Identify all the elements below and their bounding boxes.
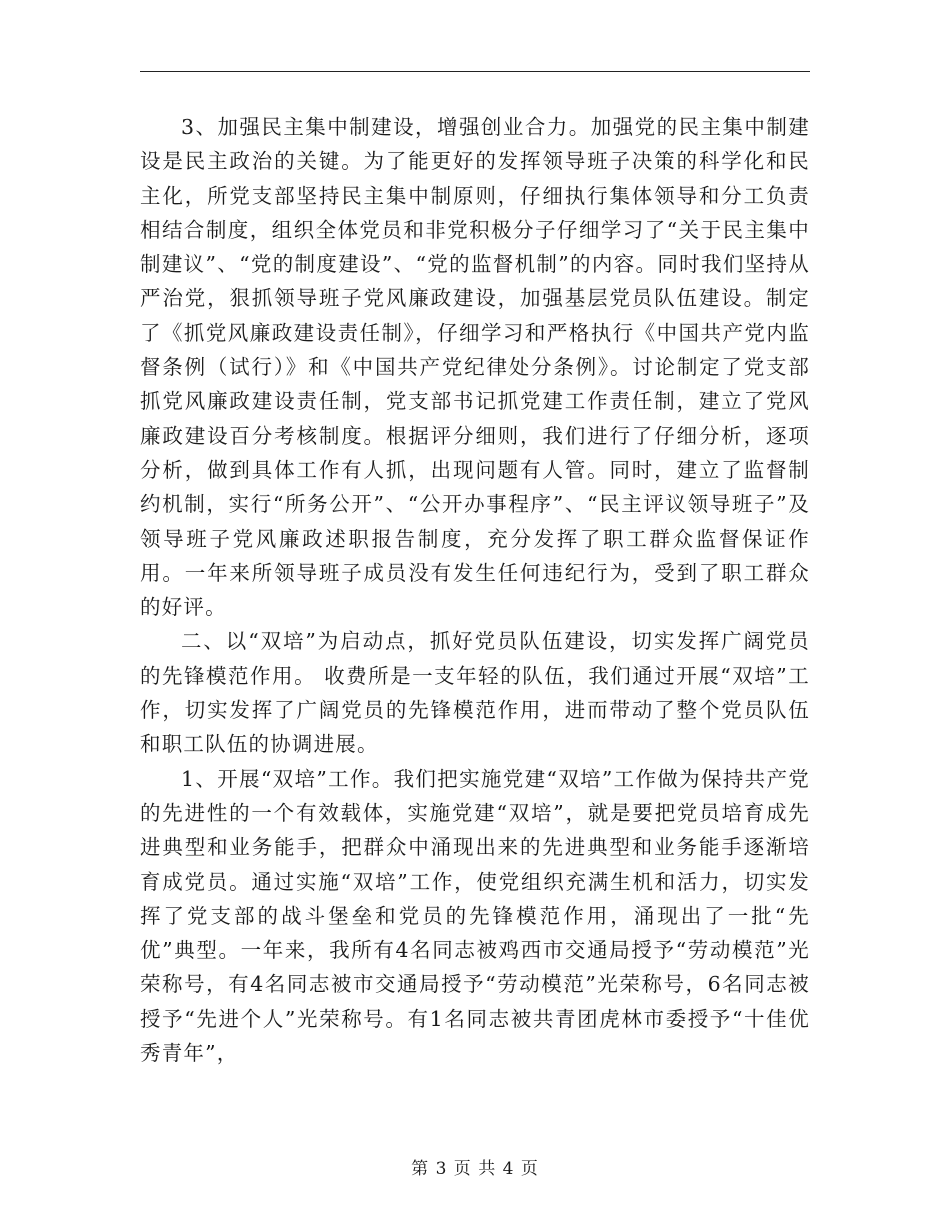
paragraph-double-training-work: 1、开展“双培”工作。我们把实施党建“双培”工作做为保持共产党的先进性的一个有效载体，实施党建“双培”，就是要把党员培育成先进典型和业务能手，把群众中涌现出来的先进典型和业务能手逐渐培育成党员。通过实施“双培”工作，使党组织充满生机和活力，切实发挥了党支部的战斗堡垒和党员的先锋模范作用，涌现出了一批“先优”典型。一年来，我所有4名同志被鸡西市交通局授予“劳动模范”光荣称号，有4名同志被市交通局授予“劳动模范”光荣称号，6名同志被授予“先进个人”光荣称号。有1名同志被共青团虎林市委授予“十佳优秀青年”，	[140, 766, 810, 1066]
header-rule	[140, 71, 810, 72]
paragraph-double-training: 二、以“双培”为启动点，抓好党员队伍建设，切实发挥广阔党员的先锋模范作用。 收费所是一支年轻的队伍，我们通过开展“双培”工作，切实发挥了广阔党员的先锋模范作用，进而带动了整个党员队伍和职工队伍的协调进展。	[140, 629, 810, 757]
page-number-footer: 第 3 页 共 4 页	[411, 1159, 539, 1179]
document-body	[140, 110, 810, 1070]
paragraph-democratic-centralism: 3、加强民主集中制建设，增强创业合力。加强党的民主集中制建设是民主政治的关键。为了能更好的发挥领导班子决策的科学化和民主化，所党支部坚持民主集中制原则，仔细执行集体领导和分工负责相结合制度，组织全体党员和非党积极分子仔细学习了“关于民主集中制建议”、“党的制度建设”、“党的监督机制”的内容。同时我们坚持从严治党，狠抓领导班子党风廉政建设，加强基层党员队伍建设。制定了《抓党风廉政建设责任制》，仔细学习和严格执行《中国共产党内监督条例（试行）》和《中国共产党纪律处分条例》。讨论制定了党支部抓党风廉政建设责任制，党支部书记抓党建工作责任制，建立了党风廉政建设百分考核制度。根据评分细则，我们进行了仔细分析，逐项分析，做到具体工作有人抓，出现问题有人管。同时，建立了监督制约机制，实行“所务公开”、“公开办事程序”、“民主评议领导班子”及领导班子党风廉政述职报告制度，充分发挥了职工群众监督保证作用。一年来所领导班子成员没有发生任何违纪行为，受到了职工群众的好评。	[140, 115, 810, 620]
